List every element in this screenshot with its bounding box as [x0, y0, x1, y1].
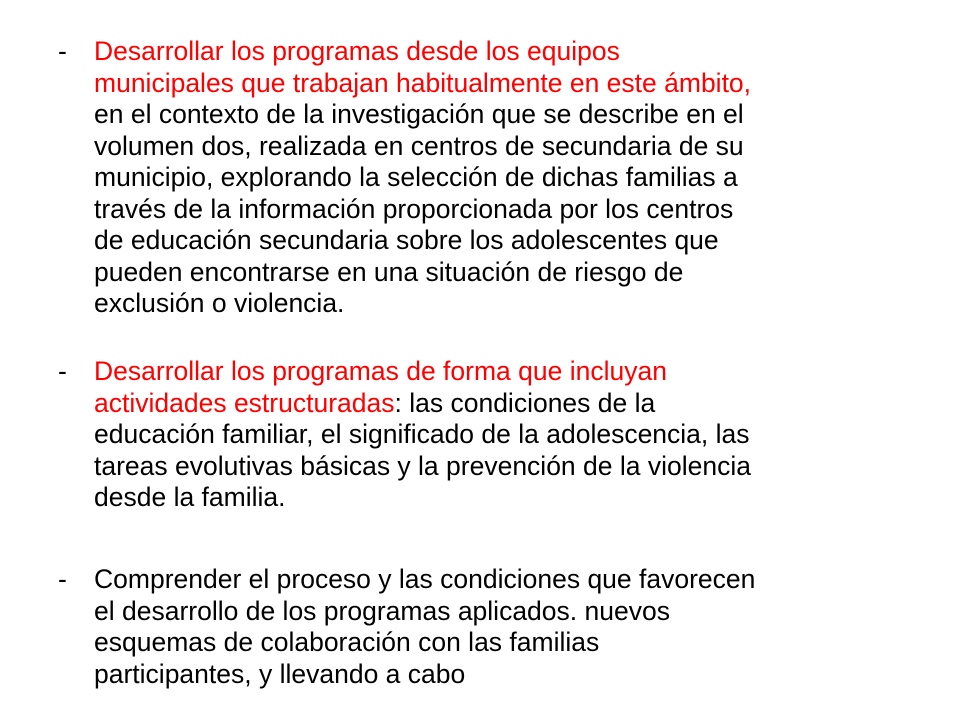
text-segment: : las condiciones de la: [394, 387, 656, 418]
text-segment: esquemas de colaboración con las familias: [94, 627, 600, 657]
text-segment: través de la información proporcionada por los centros: [94, 193, 734, 224]
text-line: [94, 288, 918, 320]
text-line: [94, 451, 918, 483]
text-line: [94, 659, 918, 691]
text-segment: Comprender el proceso y las condiciones que favorecen: [94, 564, 756, 594]
text-segment: volumen dos, realizada en centros de secundaria de su: [94, 130, 744, 161]
text-line: [94, 627, 918, 659]
text-segment: en el contexto de la investigación que se describe en el: [94, 99, 744, 129]
text-line: [94, 596, 918, 628]
text-segment: participantes, y llevando a cabo: [94, 658, 466, 689]
text-segment: Desarrollar los programas de forma que incluyan: [94, 356, 667, 386]
text-segment: de educación secundaria sobre los adolescentes que: [94, 225, 719, 255]
text-line: [94, 162, 918, 194]
bullet-item-1: [58, 36, 918, 320]
text-segment: municipio, explorando la selección de dichas familias a: [94, 162, 738, 192]
text-line: [94, 36, 918, 68]
text-line: [94, 194, 918, 226]
text-line: [94, 68, 918, 100]
bullet-dash: -: [58, 36, 67, 66]
text-segment: tareas evolutivas básicas y la prevención de la violencia: [94, 450, 751, 481]
text-line: [94, 419, 918, 451]
text-segment: actividades estructuradas: [94, 387, 395, 418]
bullet-text: [58, 564, 918, 690]
text-segment: Desarrollar los programas desde los equipos: [94, 36, 620, 66]
text-segment: desde la familia.: [94, 482, 286, 512]
text-line: [94, 257, 918, 289]
text-segment: municipales que trabajan habitualmente en este ámbito,: [94, 67, 752, 98]
text-line: [94, 564, 918, 596]
bullet-text: [58, 356, 918, 514]
text-line: [94, 388, 918, 420]
bullet-item-2: [58, 356, 918, 514]
text-segment: pueden encontrarse en una situación de riesgo de: [94, 256, 684, 287]
bullet-dash: -: [58, 564, 67, 594]
bullet-item-3: [58, 564, 918, 690]
text-line: [94, 131, 918, 163]
text-line: [94, 356, 918, 388]
bullet-dash: -: [58, 356, 67, 386]
text-segment: educación familiar, el significado de la adolescencia, las: [94, 419, 750, 449]
text-line: [94, 225, 918, 257]
text-segment: el desarrollo de los programas aplicados. nuevos: [94, 595, 670, 626]
text-line: [94, 99, 918, 131]
text-line: [94, 482, 918, 514]
text-segment: exclusión o violencia.: [94, 288, 345, 318]
bullet-text: [58, 36, 918, 320]
